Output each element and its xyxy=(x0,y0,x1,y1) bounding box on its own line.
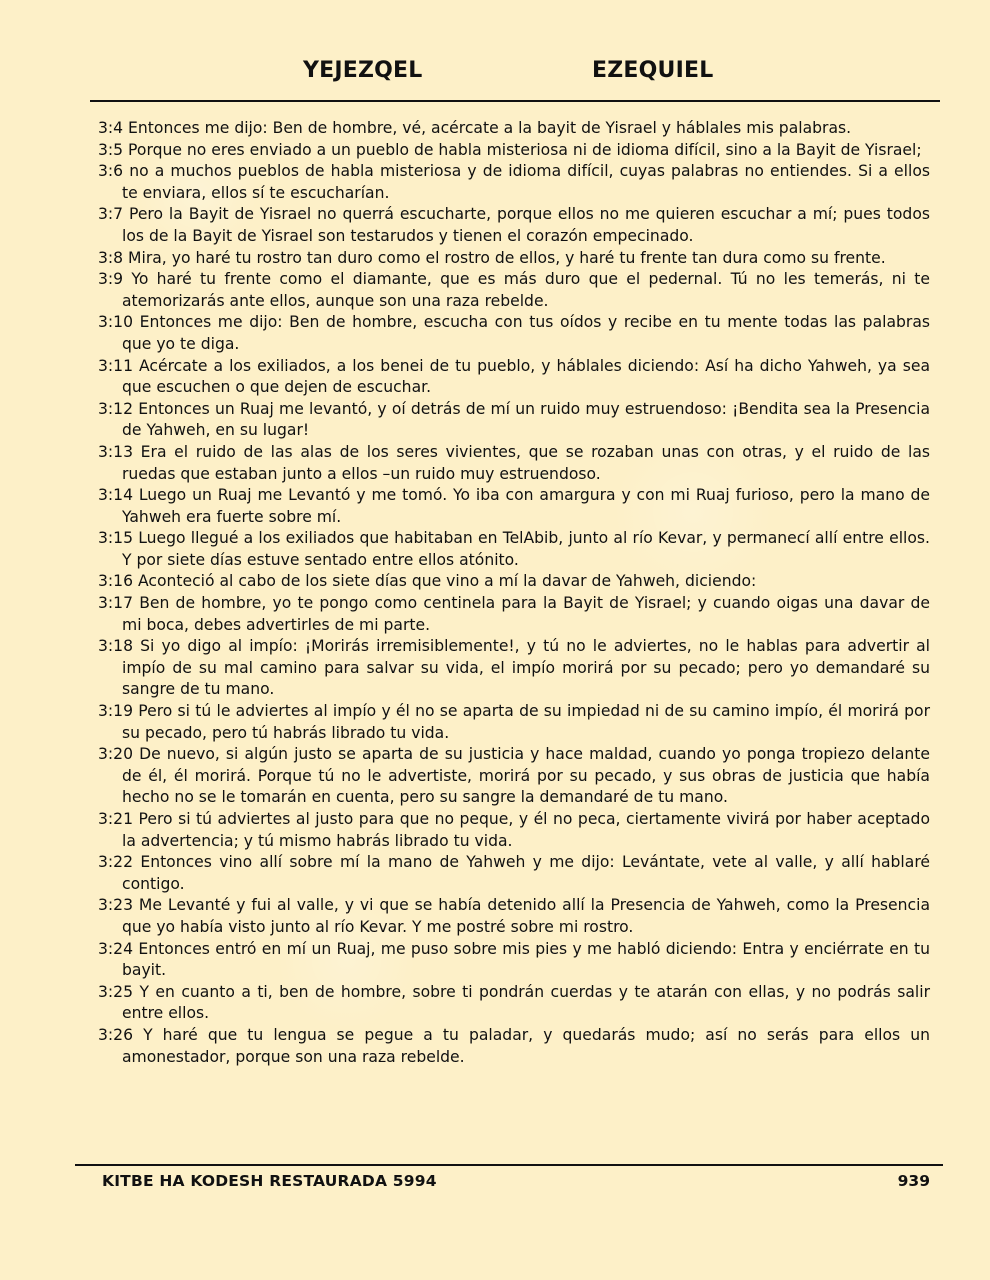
header-divider xyxy=(90,100,940,102)
verse-3-7: 3:7 Pero la Bayit de Yisrael no querrá escucharte, porque ellos no me quieren escuchar a mí; pues todos los de la Bayit de Yisrael son testarudos y tienen el corazón empecinado. xyxy=(98,205,930,245)
page-number: 939 xyxy=(897,1172,930,1190)
footer-book-title: KITBE HA KODESH RESTAURADA 5994 xyxy=(102,1172,437,1190)
verse-3-25: 3:25 Y en cuanto a ti, ben de hombre, sobre ti pondrán cuerdas y te atarán con ellas, y no podrás salir entre ellos. xyxy=(98,982,930,1023)
verse-3-21: 3:21 Pero si tú adviertes al justo para que no peque, y él no peca, ciertamente vivirá por haber aceptado la advertencia; y tú mismo habrás librado tu vida. xyxy=(98,810,930,850)
verse-3-20: 3:20 De nuevo, si algún justo se aparta de su justicia y hace maldad, cuando yo ponga tropiezo delante de él, él morirá. Porque tú no le advertiste, morirá por su pecado, y sus obras de justicia que había hecho no se le tomarán en cuenta, pero su sangre la demandaré de tu mano. xyxy=(98,745,930,807)
verse-3-13: 3:13 Era el ruido de las alas de los seres vivientes, que se rozaban unas con otras, y el ruido de las ruedas que estaban junto a ellos –un ruido muy estruendoso. xyxy=(98,442,930,483)
page-header xyxy=(0,58,990,92)
verse-3-19: 3:19 Pero si tú le adviertes al impío y él no se aparta de su impiedad ni de su camino impío, él morirá por su pecado, pero tú habrás librado tu vida. xyxy=(98,702,930,742)
verse-3-17: 3:17 Ben de hombre, yo te pongo como centinela para la Bayit de Yisrael; y cuando oigas una davar de mi boca, debes advertirles de mi parte. xyxy=(98,594,930,634)
verse-3-10: 3:10 Entonces me dijo: Ben de hombre, escucha con tus oídos y recibe en tu mente todas las palabras que yo te diga. xyxy=(98,313,930,353)
verse-3-8: 3:8 Mira, yo haré tu rostro tan duro como el rostro de ellos, y haré tu frente tan dura como su frente. xyxy=(98,248,886,267)
verse-3-22: 3:22 Entonces vino allí sobre mí la mano de Yahweh y me dijo: Levántate, vete al valle, y allí hablaré contigo. xyxy=(98,853,930,893)
verse-3-15: 3:15 Luego llegué a los exiliados que habitaban en TelAbib, junto al río Kevar, y permanecí allí entre ellos. Y por siete días estuve sentado entre ellos atónito. xyxy=(98,529,930,569)
verse-3-4: 3:4 Entonces me dijo: Ben de hombre, vé, acércate a la bayit de Yisrael y háblales mis palabras. xyxy=(98,119,852,137)
verse-3-5: 3:5 Porque no eres enviado a un pueblo de habla misteriosa ni de idioma difícil, sino a la Bayit de Yisrael; xyxy=(98,140,922,159)
verse-3-16: 3:16 Aconteció al cabo de los siete días que vino a mí la davar de Yahweh, diciendo: xyxy=(98,572,757,591)
verse-3-14: 3:14 Luego un Ruaj me Levantó y me tomó. Yo iba con amargura y con mi Ruaj furioso, pero la mano de Yahweh era fuerte sobre mí. xyxy=(98,486,930,526)
header-spanish-title: EZEQUIEL xyxy=(592,58,714,83)
footer-divider xyxy=(75,1164,943,1166)
verse-3-9: 3:9 Yo haré tu frente como el diamante, que es más duro que el pedernal. Tú no les temerás, ni te atemorizarás ante ellos, aunque son una raza rebelde. xyxy=(98,270,930,310)
page-footer xyxy=(0,1172,990,1196)
verse-3-26: 3:26 Y haré que tu lengua se pegue a tu paladar, y quedarás mudo; así no serás para ellos un amonestador, porque son una raza rebelde. xyxy=(98,1025,930,1066)
verse-3-11: 3:11 Acércate a los exiliados, a los benei de tu pueblo, y háblales diciendo: Así ha dicho Yahweh, ya sea que escuchen o que dejen de escuchar. xyxy=(98,356,930,397)
verse-3-24: 3:24 Entonces entró en mí un Ruaj, me puso sobre mis pies y me habló diciendo: Entra y enciérrate en tu bayit. xyxy=(98,939,930,980)
verse-3-6: 3:6 no a muchos pueblos de habla misteriosa y de idioma difícil, cuyas palabras no entiendes. Si a ellos te enviara, ellos sí te escucharían. xyxy=(98,162,930,202)
verse-list xyxy=(98,118,930,1068)
header-hebrew-title: YEJEZQEL xyxy=(303,58,423,83)
verse-3-12: 3:12 Entonces un Ruaj me levantó, y oí detrás de mí un ruido muy estruendoso: ¡Bendita sea la Presencia de Yahweh, en su lugar! xyxy=(98,399,930,440)
verse-3-23: 3:23 Me Levanté y fui al valle, y vi que se había detenido allí la Presencia de Yahweh, como la Presencia que yo había visto junto al río Kevar. Y me postré sobre mi rostro. xyxy=(98,896,930,936)
verse-3-18: 3:18 Si yo digo al impío: ¡Morirás irremisiblemente!, y tú no le adviertes, no le hablas para advertir al impío de su mal camino para salvar su vida, el impío morirá por su pecado; pero yo demandaré su sangre de tu mano. xyxy=(98,637,930,699)
